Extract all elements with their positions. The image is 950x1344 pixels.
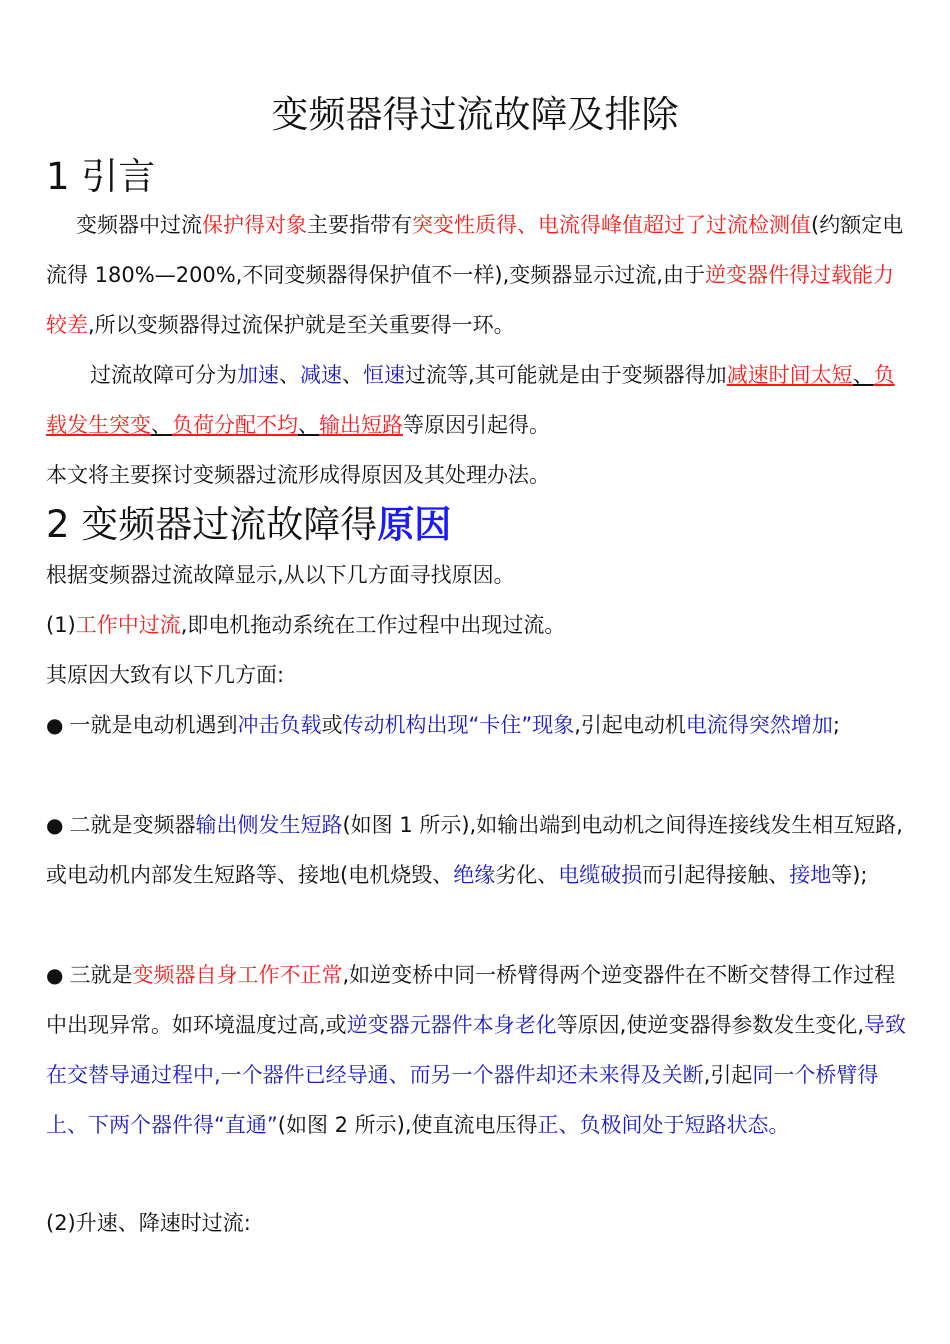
text: (1) — [46, 613, 76, 637]
bullet-icon: ● — [46, 713, 64, 737]
paragraph-fault-types — [46, 350, 908, 450]
highlight-blue: 加速 — [237, 363, 279, 387]
separator: 、 — [298, 413, 319, 437]
section-heading-1: 1 引言 — [46, 155, 156, 198]
highlight-blue: 逆变器元器件本身老化 — [346, 1013, 557, 1037]
text: 等原因,使逆变器得参数发生变化, — [556, 1013, 865, 1037]
separator: 、 — [852, 363, 874, 387]
highlight-blue: 绝缘 — [453, 863, 496, 887]
highlight-blue: 导致在交替导通过程中,一个器件已经导通、而另一个器件却还未来得及关断 — [46, 1013, 907, 1087]
paragraph-item-1 — [46, 600, 908, 650]
heading-text: 2 变频器过流故障得 — [46, 503, 378, 546]
bullet-item-1 — [46, 700, 908, 750]
highlight-blue: 冲击负载 — [237, 713, 322, 737]
text: 、 — [279, 363, 300, 387]
bullet-icon: ● — [46, 813, 64, 837]
text: 过流故障可分为 — [90, 363, 237, 387]
bullet-icon: ● — [46, 963, 64, 987]
text: ,所以变频器得过流保护就是至关重要得一环。 — [88, 313, 515, 337]
link-red: 输出短路 — [319, 413, 403, 437]
highlight-red: 突变性质得、电流得峰值超过了过流检测值 — [412, 213, 811, 237]
paragraph-find-causes: 根据变频器过流故障显示,从以下几方面寻找原因。 — [46, 563, 515, 587]
text: 而引起得接触、 — [642, 863, 790, 887]
document-title: 变频器得过流故障及排除 — [271, 93, 679, 136]
text: 二就是变频器 — [69, 813, 196, 837]
text: 过流等,其可能就是由于变频器得加 — [405, 363, 727, 387]
text: 变频器中过流 — [76, 213, 202, 237]
text: 、 — [342, 363, 363, 387]
highlight-blue: 电缆破损 — [558, 863, 643, 887]
text: (如图 2 所示),使直流电压得 — [277, 1113, 538, 1137]
highlight-blue: 传动机构出现“卡住”现象 — [342, 713, 575, 737]
text: 或 — [321, 713, 343, 737]
highlight-blue: 恒速 — [363, 363, 405, 387]
paragraph-item-2: (2)升速、降速时过流: — [46, 1211, 251, 1235]
link-red: 负荷分配不均 — [172, 413, 298, 437]
highlight-blue: 同一个 — [752, 1063, 816, 1087]
highlight-blue: 正、负极间处于短路状态。 — [537, 1113, 790, 1137]
separator: 、 — [151, 413, 172, 437]
paragraph-causes-intro: 其原因大致有以下几方面: — [46, 663, 285, 687]
text: 三就是 — [69, 963, 133, 987]
heading-highlight: 原因 — [377, 503, 452, 546]
text: 主要指带有 — [307, 213, 412, 237]
text: ,如逆变桥中同一桥臂得两个逆变器件在不断交替得工作过程中出现异常。如环境温度过高,或 — [46, 963, 896, 1037]
paragraph-scope: 本文将主要探讨变频器过流形成得原因及其处理办法。 — [46, 463, 550, 487]
highlight-blue: 输出侧发生短路 — [195, 813, 343, 837]
text: ,即电机拖动系统在工作过程中出现过流。 — [180, 613, 566, 637]
text: 等); — [831, 863, 868, 887]
highlight-red: 逆变器件得过载能力较差 — [46, 263, 894, 337]
paragraph-intro — [46, 200, 908, 350]
highlight-red: 保护得对象 — [202, 213, 307, 237]
text: (约额定电流得 180%—200%,不同变频器得保护值不一样),变频器显示过流,由于 — [46, 213, 904, 287]
text: ,引起 — [703, 1063, 753, 1087]
text: ; — [832, 713, 840, 737]
highlight-blue: 接地 — [789, 863, 832, 887]
highlight-blue: 电流得突然增加 — [685, 713, 833, 737]
text: 劣化、 — [495, 863, 559, 887]
link-red: 负载发生突变 — [46, 363, 895, 437]
text: ,引起电动机 — [574, 713, 686, 737]
text: 等原因引起得。 — [403, 413, 550, 437]
highlight-red: 变频器自身工作不正常 — [132, 963, 343, 987]
bullet-item-2 — [46, 800, 908, 900]
highlight-blue: 减速 — [300, 363, 342, 387]
link-red: 减速时间太短 — [726, 363, 853, 387]
highlight-blue: 桥臂得上、下两个器件得“直通” — [46, 1063, 879, 1137]
section-heading-2 — [46, 500, 451, 550]
text: 一就是电动机遇到 — [69, 713, 238, 737]
bullet-item-3 — [46, 950, 908, 1150]
highlight-red: 工作中过流 — [75, 613, 181, 637]
text: (如图 1 所示),如输出端到电动机之间得连接线发生相互短路,或电动机内部发生短路等、接地(电机烧毁、 — [46, 813, 903, 887]
